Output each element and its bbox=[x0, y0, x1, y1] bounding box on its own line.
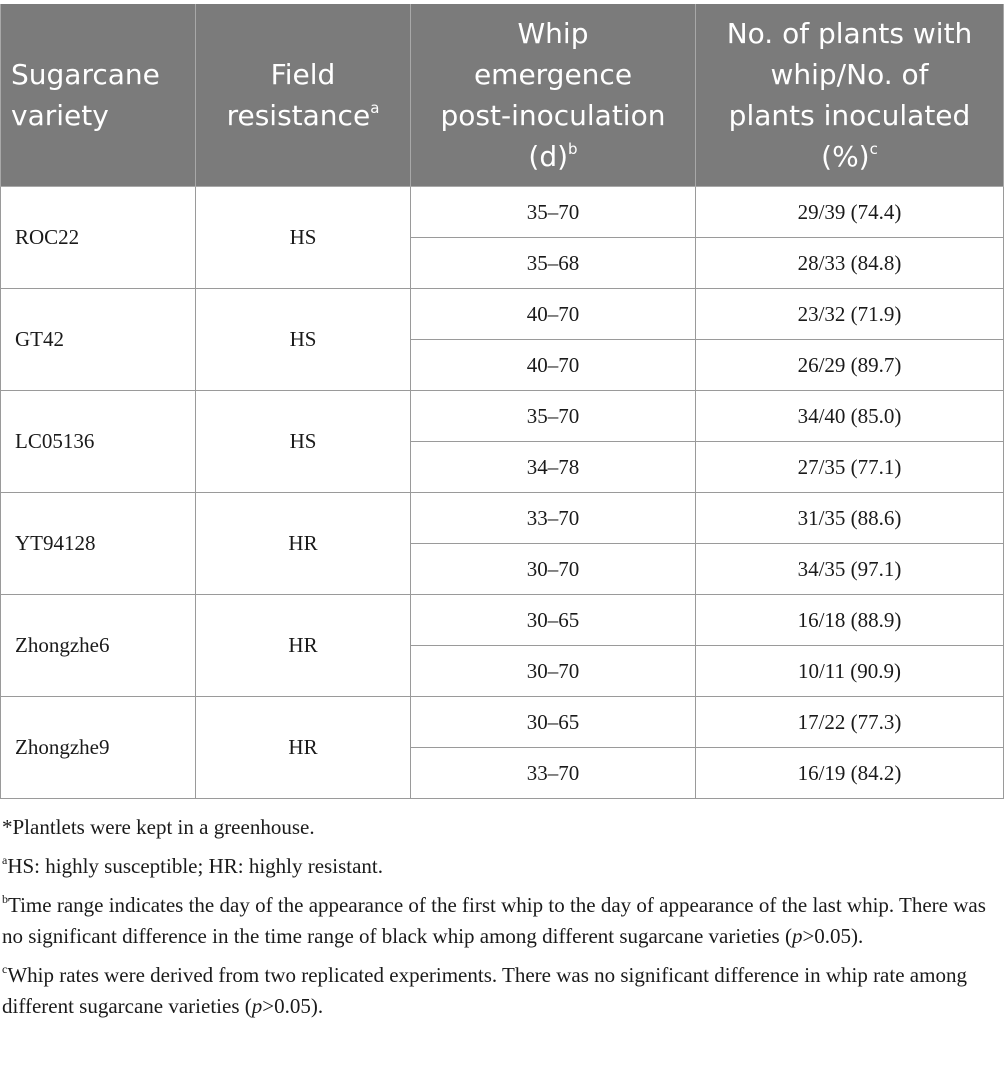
cell-emergence-range: 33–70 bbox=[411, 493, 696, 544]
table-row bbox=[1, 187, 1004, 238]
footnote-a: $^a$HS: highly susceptible; HR: highly resistant. bbox=[2, 853, 383, 878]
cell-whip-rate: 16/19 (84.2) bbox=[696, 748, 1004, 799]
table-footnotes bbox=[0, 812, 1000, 1030]
cell-emergence-range: 35–68 bbox=[411, 238, 696, 289]
table-row bbox=[1, 697, 1004, 748]
cell-whip-rate: 34/35 (97.1) bbox=[696, 544, 1004, 595]
cell-variety: YT94128 bbox=[1, 493, 196, 595]
header-row bbox=[1, 4, 1004, 187]
header-variety: Sugarcane variety bbox=[1, 4, 196, 187]
footnote-c: $^c$Whip rates were derived from two replicated experiments. There was no significant difference in whip rate among different sugarcane varieties (p>0.05). bbox=[2, 962, 967, 1018]
cell-whip-rate: 34/40 (85.0) bbox=[696, 391, 1004, 442]
cell-resistance: HS bbox=[196, 289, 411, 391]
cell-emergence-range: 30–70 bbox=[411, 646, 696, 697]
cell-emergence-range: 30–65 bbox=[411, 595, 696, 646]
header-plants: No. of plants with whip/No. of plants inoculated (%)$^c$ bbox=[696, 4, 1004, 187]
cell-emergence-range: 40–70 bbox=[411, 340, 696, 391]
cell-whip-rate: 29/39 (74.4) bbox=[696, 187, 1004, 238]
cell-emergence-range: 30–70 bbox=[411, 544, 696, 595]
cell-whip-rate: 16/18 (88.9) bbox=[696, 595, 1004, 646]
footnote-greenhouse: *Plantlets were kept in a greenhouse. bbox=[2, 815, 315, 839]
cell-variety: Zhongzhe6 bbox=[1, 595, 196, 697]
cell-resistance: HS bbox=[196, 187, 411, 289]
cell-emergence-range: 40–70 bbox=[411, 289, 696, 340]
cell-whip-rate: 17/22 (77.3) bbox=[696, 697, 1004, 748]
cell-whip-rate: 31/35 (88.6) bbox=[696, 493, 1004, 544]
cell-resistance: HR bbox=[196, 493, 411, 595]
cell-resistance: HR bbox=[196, 595, 411, 697]
data-table bbox=[0, 4, 1004, 799]
cell-whip-rate: 28/33 (84.8) bbox=[696, 238, 1004, 289]
footnote-b: $^b$Time range indicates the day of the appearance of the first whip to the day of appearance of the last whip. There was no significant difference in the time range of black whip among different sugarcane varieties (p>0.05). bbox=[2, 892, 986, 948]
cell-whip-rate: 23/32 (71.9) bbox=[696, 289, 1004, 340]
cell-whip-rate: 27/35 (77.1) bbox=[696, 442, 1004, 493]
table-row bbox=[1, 493, 1004, 544]
cell-whip-rate: 10/11 (90.9) bbox=[696, 646, 1004, 697]
header-resistance: Field resistance$^a$ bbox=[196, 4, 411, 187]
cell-emergence-range: 34–78 bbox=[411, 442, 696, 493]
cell-variety: ROC22 bbox=[1, 187, 196, 289]
header-emergence: Whip emergence post-inoculation $(d)^b$ bbox=[411, 4, 696, 187]
table-row bbox=[1, 391, 1004, 442]
cell-emergence-range: 35–70 bbox=[411, 187, 696, 238]
cell-emergence-range: 35–70 bbox=[411, 391, 696, 442]
cell-variety: LC05136 bbox=[1, 391, 196, 493]
cell-resistance: HR bbox=[196, 697, 411, 799]
cell-variety: Zhongzhe9 bbox=[1, 697, 196, 799]
cell-whip-rate: 26/29 (89.7) bbox=[696, 340, 1004, 391]
cell-emergence-range: 33–70 bbox=[411, 748, 696, 799]
table-row bbox=[1, 289, 1004, 340]
cell-variety: GT42 bbox=[1, 289, 196, 391]
cell-emergence-range: 30–65 bbox=[411, 697, 696, 748]
table-body bbox=[1, 187, 1004, 799]
cell-resistance: HS bbox=[196, 391, 411, 493]
table-row bbox=[1, 595, 1004, 646]
